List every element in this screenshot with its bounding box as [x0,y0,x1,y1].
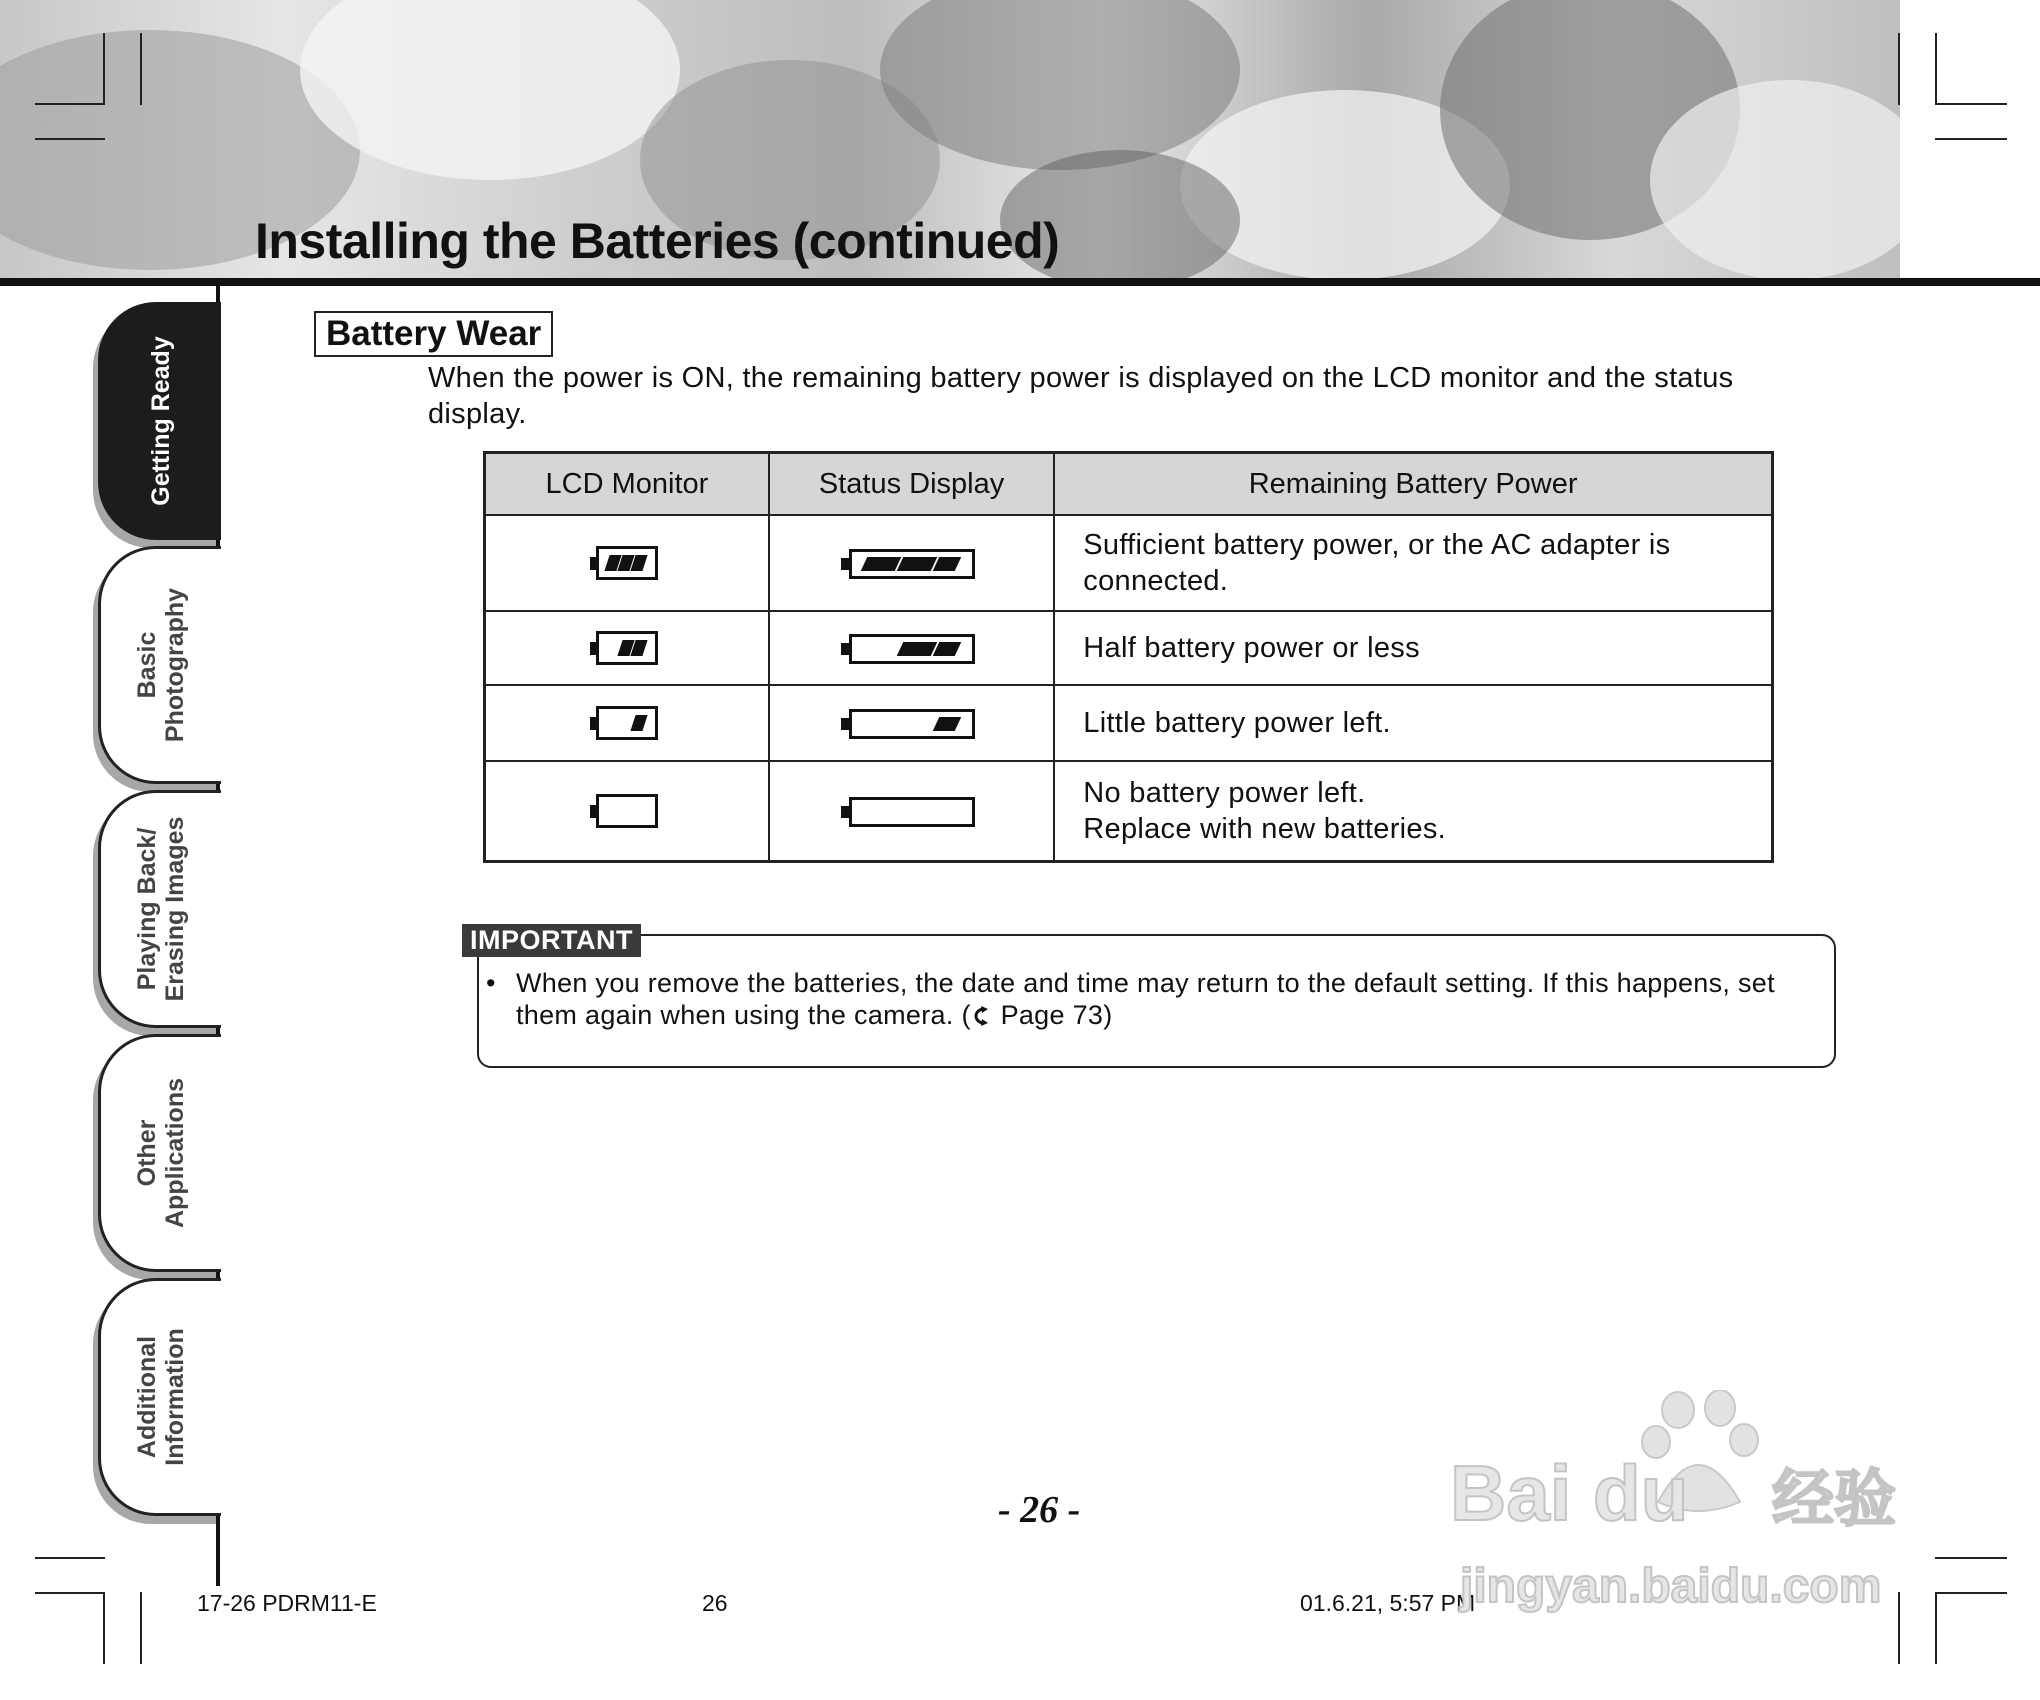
page-reference-arrow-icon [971,1006,993,1026]
header-remaining-power: Remaining Battery Power [1054,453,1772,516]
lcd-icon-cell [485,515,769,611]
watermark-brand: Bai du [1450,1449,1689,1537]
important-label: IMPORTANT [462,924,641,957]
table-row [485,515,1773,611]
tab-getting-ready[interactable] [98,302,221,540]
status-battery-low-icon [849,709,975,739]
section-intro: When the power is ON, the remaining battery power is displayed on the LCD monitor and the status display. [428,362,1734,430]
status-icon-cell [769,611,1054,685]
description-line: Sufficient battery power, or the AC adapter is [1083,529,1671,561]
tab-label-line: Basic [133,631,161,699]
lcd-battery-low-icon [596,706,658,740]
page-number: - 26 - [998,1489,1081,1531]
tab-label-line: Other [133,1119,161,1187]
tab-playing-back[interactable] [98,790,221,1028]
tab-label [133,1328,189,1466]
doc-code: 17-26 PDRM11-E [197,1590,377,1616]
table-row [485,761,1773,861]
remaining-power-description [1054,761,1772,861]
tab-other-applications[interactable] [98,1034,221,1272]
lcd-battery-half-icon [596,631,658,665]
tab-additional-information[interactable] [98,1278,221,1516]
lcd-icon-cell [485,611,769,685]
lcd-icon-cell [485,761,769,861]
print-timestamp: 01.6.21, 5:57 PM [1300,1590,1476,1616]
remaining-power-description [1054,685,1772,761]
description-line: connected. [1083,565,1229,597]
header-status-display: Status Display [769,453,1054,516]
tab-label-line: Playing Back/ [133,827,161,991]
important-body [516,967,1816,1031]
sheet-number: 26 [702,1590,728,1616]
status-icon-cell [769,515,1054,611]
tab-label [133,817,189,1002]
page-73-link[interactable]: Page 73 [1000,1000,1104,1030]
tab-label [147,336,175,505]
description-line: Little battery power left. [1083,707,1391,739]
important-text-before: When you remove the batteries, the date and time may return to the default setting. If this happens, set them again when using the camera. ( [516,968,1775,1030]
tab-label [133,1078,189,1228]
description-line: Half battery power or less [1083,632,1420,664]
watermark-url: jingyan.baidu.com [1460,1560,1882,1613]
tab-label-line: Erasing Images [161,816,189,1002]
table-row [485,685,1773,761]
description-line: No battery power left. [1083,776,1366,809]
remaining-power-description [1054,611,1772,685]
header-lcd-monitor: LCD Monitor [485,453,769,516]
page-title: Installing the Batteries (continued) [255,213,1060,269]
status-icon-cell [769,685,1054,761]
status-icon-cell [769,761,1054,861]
tab-label-line: Photography [161,587,189,743]
tab-label-line: Applications [161,1077,189,1229]
status-battery-half-icon [849,634,975,664]
lcd-battery-full-icon [596,546,658,580]
important-text-after: ) [1103,1000,1113,1030]
lcd-icon-cell [485,685,769,761]
tab-label-line: Information [161,1328,189,1466]
tab-label-line: Getting Ready [147,336,175,506]
lcd-battery-empty-icon [596,794,658,828]
bullet: • [486,968,496,998]
tab-basic-photography[interactable] [98,546,221,784]
description-line: Replace with new batteries. [1083,812,1447,845]
watermark-brand-cjk: 经验 [1772,1462,1897,1535]
header-rule [0,278,2040,286]
table-row [485,611,1773,685]
remaining-power-description [1054,515,1772,611]
table-header-row [485,453,1773,516]
battery-level-table [483,451,1774,863]
section-title: Battery Wear [314,311,553,357]
tab-label-line: Additional [133,1335,161,1459]
baidu-watermark [1440,1390,1920,1640]
status-battery-empty-icon [849,797,975,827]
status-battery-full-icon [849,549,975,579]
tab-label [133,588,189,742]
